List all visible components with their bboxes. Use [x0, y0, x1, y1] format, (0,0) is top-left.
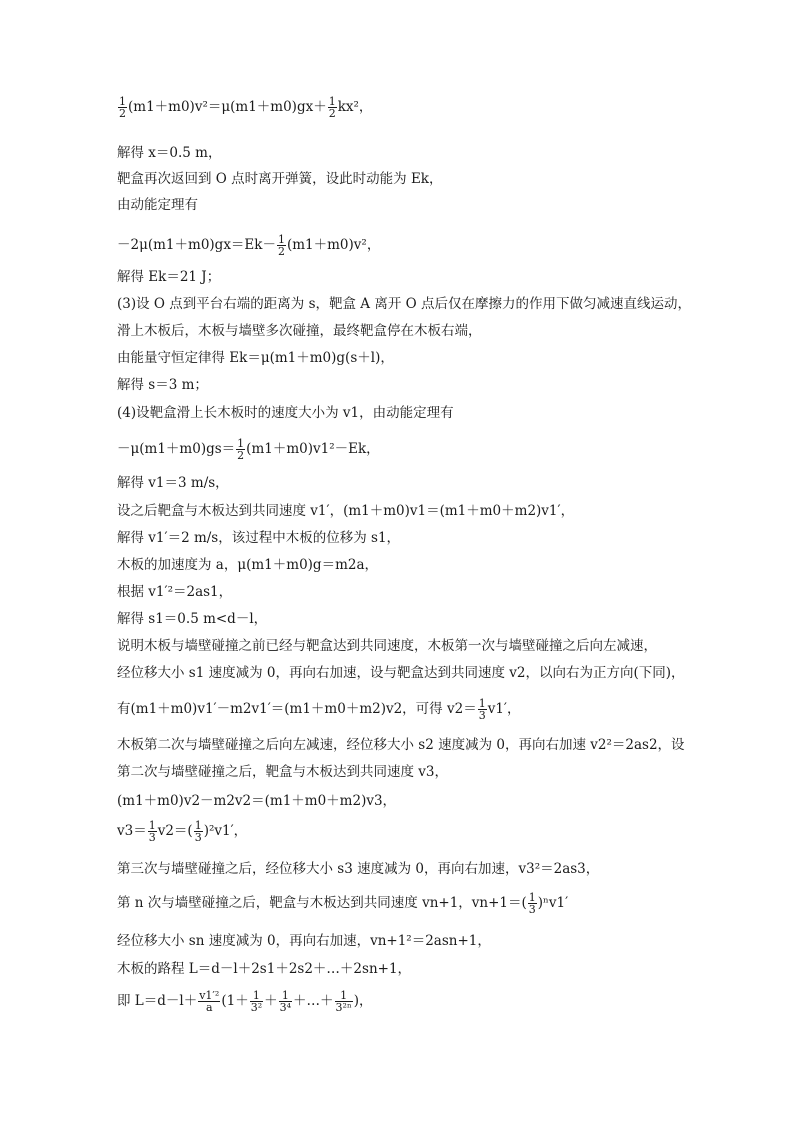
text-line: 靶盒再次返回到 O 点时离开弹簧，设此时动能为 Ek， [117, 171, 443, 187]
text-line: 滑上木板后，木板与墙壁多次碰撞，最终靶盒停在木板右端， [117, 323, 482, 339]
text-line: 第二次与墙壁碰撞之后，靶盒与木板达到共同速度 v3， [117, 764, 449, 780]
text-line: 由动能定理有 [117, 197, 198, 213]
text-line: (m1＋m0)v2－m2v2＝(m1＋m0＋m2)v3， [117, 793, 397, 809]
equation-vn: 第 n 次与墙壁碰撞之后，靶盒与木板达到共同速度 vn+1，vn+1＝( $\frac{1}{3}$ )ⁿv1′ [117, 891, 569, 916]
equation-path-sum: 即 L＝d－l＋ $\frac{\text{v1′²}}{a}$ (1＋ $\frac{1}{\text{3²}}$ ＋ $\frac{1}{\text{3⁴}}$ ＋…＋ $\frac{1}{\text{3²ⁿ}}$ )， [117, 989, 373, 1014]
text-line: 由能量守恒定律得 Ek＝μ(m1＋m0)g(s＋l)， [117, 350, 394, 366]
fraction-half: $\frac{1}{2}$ [328, 95, 336, 120]
fraction-velocity-over-a: $\frac{\text{v1′²}}{a}$ [199, 989, 220, 1014]
fraction-half: $\frac{1}{2}$ [119, 95, 126, 120]
text-line: 木板第二次与墙壁碰撞之后向左减速，经位移大小 s2 速度减为 0，再向右加速 v2²＝2as2，设 [117, 737, 685, 753]
text-line: 设之后靶盒与木板达到共同速度 v1′，(m1＋m0)v1＝(m1＋m0＋m2)v1′， [117, 503, 575, 519]
equation-momentum-v2: 有(m1＋m0)v1′－m2v1′＝(m1＋m0＋m2)v2，可得 v2＝ $\frac{1}{3}$ v1′， [117, 697, 521, 722]
fraction-third: $\frac{1}{3}$ [478, 697, 486, 722]
text-line: 说明木板与墙壁碰撞之前已经与靶盒达到共同速度，木板第一次与墙壁碰撞之后向左减速， [117, 638, 657, 654]
fraction-third: $\frac{1}{3}$ [148, 819, 156, 844]
text-line: 解得 s＝3 m； [117, 377, 208, 393]
text-line: 解得 v1′＝2 m/s，该过程中木板的位移为 s1， [117, 530, 401, 546]
text-line: 木板的路程 L＝d－l＋2s1＋2s2＋…＋2sn+1， [117, 961, 412, 977]
text-line: 解得 v1＝3 m/s， [117, 475, 229, 491]
text-line: 解得 x＝0.5 m， [117, 145, 222, 161]
text-line: 第三次与墙壁碰撞之后，经位移大小 s3 速度减为 0，再向右加速，v3²＝2as3， [117, 861, 600, 877]
equation-v3: v3＝ $\frac{1}{3}$ v2＝( $\frac{1}{3}$ )²v1′， [117, 819, 248, 844]
text-line: (3)设 O 点到平台右端的距离为 s，靶盒 A 离开 O 点后仅在摩擦力的作用下做匀减速直线运动， [117, 296, 691, 312]
text-line: 经位移大小 sn 速度减为 0，再向右加速，vn+1²＝2asn+1， [117, 933, 491, 949]
fraction: $\frac{1}{\text{3²}}$ [250, 989, 263, 1014]
equation-energy: $\frac{1}{2}$ (m1＋m0)v²＝μ(m1＋m0)gx＋ $\frac{1}{2}$ kx²， [119, 95, 373, 120]
fraction-third: $\frac{1}{3}$ [194, 819, 202, 844]
text-line: 木板的加速度为 a，μ(m1＋m0)g＝m2a， [117, 557, 379, 573]
fraction-half: $\frac{1}{2}$ [237, 437, 245, 462]
fraction-half: $\frac{1}{2}$ [277, 233, 285, 258]
equation-work-energy: －2μ(m1＋m0)gx＝Ek－ $\frac{1}{2}$ (m1＋m0)v²， [117, 233, 381, 258]
fraction: $\frac{1}{\text{3²ⁿ}}$ [335, 989, 352, 1014]
fraction: $\frac{1}{\text{3⁴}}$ [279, 989, 292, 1014]
fraction-third: $\frac{1}{3}$ [528, 891, 536, 916]
text-line: 经位移大小 s1 速度减为 0，再向右加速，设与靶盒达到共同速度 v2，以向右为正方向(下同)， [117, 665, 685, 681]
text-line: 解得 s1＝0.5 m<d－l， [117, 611, 268, 627]
text-line: 根据 v1′²＝2as1， [117, 584, 233, 600]
text-line: 解得 Ek＝21 J； [117, 269, 221, 285]
equation-slide: －μ(m1＋m0)gs＝ $\frac{1}{2}$ (m1＋m0)v1²－Ek， [117, 437, 380, 462]
text-line: (4)设靶盒滑上长木板时的速度大小为 v1，由动能定理有 [117, 405, 454, 421]
